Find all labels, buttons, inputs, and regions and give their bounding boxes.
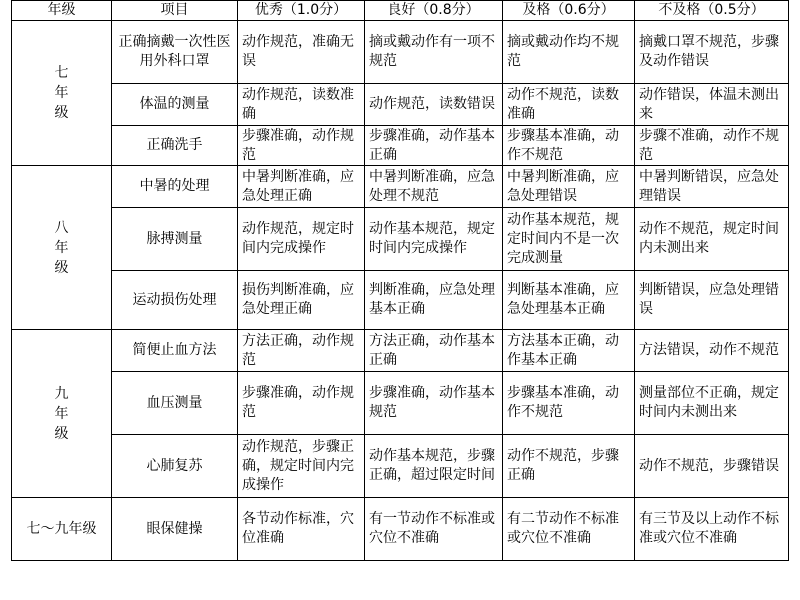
excellent-cell: 动作规范，准确无误 [238, 21, 365, 84]
grade-cell-7 [12, 21, 112, 166]
table-row [12, 330, 789, 372]
good-cell: 方法正确，动作基本正确 [365, 330, 503, 372]
table-row [12, 372, 789, 435]
excellent-cell: 各节动作标准，穴位准确 [238, 498, 365, 561]
fail-cell: 判断错误，应急处理错误 [635, 271, 789, 330]
good-cell: 有一节动作不标准或穴位不准确 [365, 498, 503, 561]
pass-cell: 方法基本正确，动作基本正确 [503, 330, 635, 372]
table-row [12, 271, 789, 330]
table-row [12, 208, 789, 271]
grade-cell-7-9 [12, 498, 112, 561]
grading-table [11, 0, 789, 561]
grade-label: 九年级 [54, 385, 69, 442]
header-pass: 及格（0.6分） [503, 1, 635, 21]
pass-cell: 摘或戴动作均不规范 [503, 21, 635, 84]
item-cell: 体温的测量 [112, 84, 238, 126]
table-row [12, 166, 789, 208]
item-cell: 运动损伤处理 [112, 271, 238, 330]
fail-cell: 中暑判断错误，应急处理错误 [635, 166, 789, 208]
excellent-cell: 动作规范，读数准确 [238, 84, 365, 126]
header-good: 良好（0.8分） [365, 1, 503, 21]
grade-label: 八年级 [54, 219, 69, 276]
good-cell: 动作基本规范，规定时间内完成操作 [365, 208, 503, 271]
grade-cell-9 [12, 330, 112, 498]
pass-cell: 中暑判断准确，应急处理错误 [503, 166, 635, 208]
header-row [12, 1, 789, 21]
item-cell: 中暑的处理 [112, 166, 238, 208]
excellent-cell: 动作规范，步骤正确，规定时间内完成操作 [238, 435, 365, 498]
excellent-cell: 步骤准确，动作规范 [238, 372, 365, 435]
table-row [12, 21, 789, 84]
grade-cell-8 [12, 166, 112, 330]
fail-cell: 动作不规范，步骤错误 [635, 435, 789, 498]
item-cell: 简便止血方法 [112, 330, 238, 372]
grade-label: 七年级 [54, 65, 69, 121]
grading-table-container [11, 0, 789, 561]
header-fail: 不及格（0.5分） [635, 1, 789, 21]
header-excellent: 优秀（1.0分） [238, 1, 365, 21]
item-cell: 正确摘戴一次性医用外科口罩 [112, 21, 238, 84]
fail-cell: 动作错误，体温未测出来 [635, 84, 789, 126]
header-grade: 年级 [12, 1, 112, 21]
fail-cell: 有三节及以上动作不标准或穴位不准确 [635, 498, 789, 561]
pass-cell: 步骤基本准确，动作不规范 [503, 126, 635, 166]
table-row [12, 126, 789, 166]
fail-cell: 测量部位不正确，规定时间内未测出来 [635, 372, 789, 435]
grade-label: 七～九年级 [26, 520, 97, 537]
excellent-cell: 步骤准确，动作规范 [238, 126, 365, 166]
excellent-cell: 损伤判断准确，应急处理正确 [238, 271, 365, 330]
pass-cell: 有二节动作不标准或穴位不准确 [503, 498, 635, 561]
item-cell: 正确洗手 [112, 126, 238, 166]
fail-cell: 动作不规范，规定时间内未测出来 [635, 208, 789, 271]
item-cell: 脉搏测量 [112, 208, 238, 271]
good-cell: 步骤准确，动作基本正确 [365, 126, 503, 166]
table-row [12, 435, 789, 498]
good-cell: 动作基本规范，步骤正确，超过限定时间 [365, 435, 503, 498]
table-row [12, 498, 789, 561]
fail-cell: 步骤不准确，动作不规范 [635, 126, 789, 166]
fail-cell: 方法错误，动作不规范 [635, 330, 789, 372]
good-cell: 中暑判断准确，应急处理不规范 [365, 166, 503, 208]
good-cell: 步骤准确，动作基本规范 [365, 372, 503, 435]
header-item: 项目 [112, 1, 238, 21]
pass-cell: 动作不规范，步骤正确 [503, 435, 635, 498]
excellent-cell: 中暑判断准确，应急处理正确 [238, 166, 365, 208]
fail-cell: 摘戴口罩不规范，步骤及动作错误 [635, 21, 789, 84]
table-row [12, 84, 789, 126]
good-cell: 判断准确，应急处理基本正确 [365, 271, 503, 330]
pass-cell: 判断基本准确，应急处理基本正确 [503, 271, 635, 330]
item-cell: 血压测量 [112, 372, 238, 435]
item-cell: 心肺复苏 [112, 435, 238, 498]
good-cell: 摘或戴动作有一项不规范 [365, 21, 503, 84]
excellent-cell: 动作规范，规定时间内完成操作 [238, 208, 365, 271]
good-cell: 动作规范，读数错误 [365, 84, 503, 126]
excellent-cell: 方法正确，动作规范 [238, 330, 365, 372]
pass-cell: 动作基本规范，规定时间内不是一次完成测量 [503, 208, 635, 271]
pass-cell: 步骤基本准确，动作不规范 [503, 372, 635, 435]
item-cell: 眼保健操 [112, 498, 238, 561]
pass-cell: 动作不规范，读数准确 [503, 84, 635, 126]
